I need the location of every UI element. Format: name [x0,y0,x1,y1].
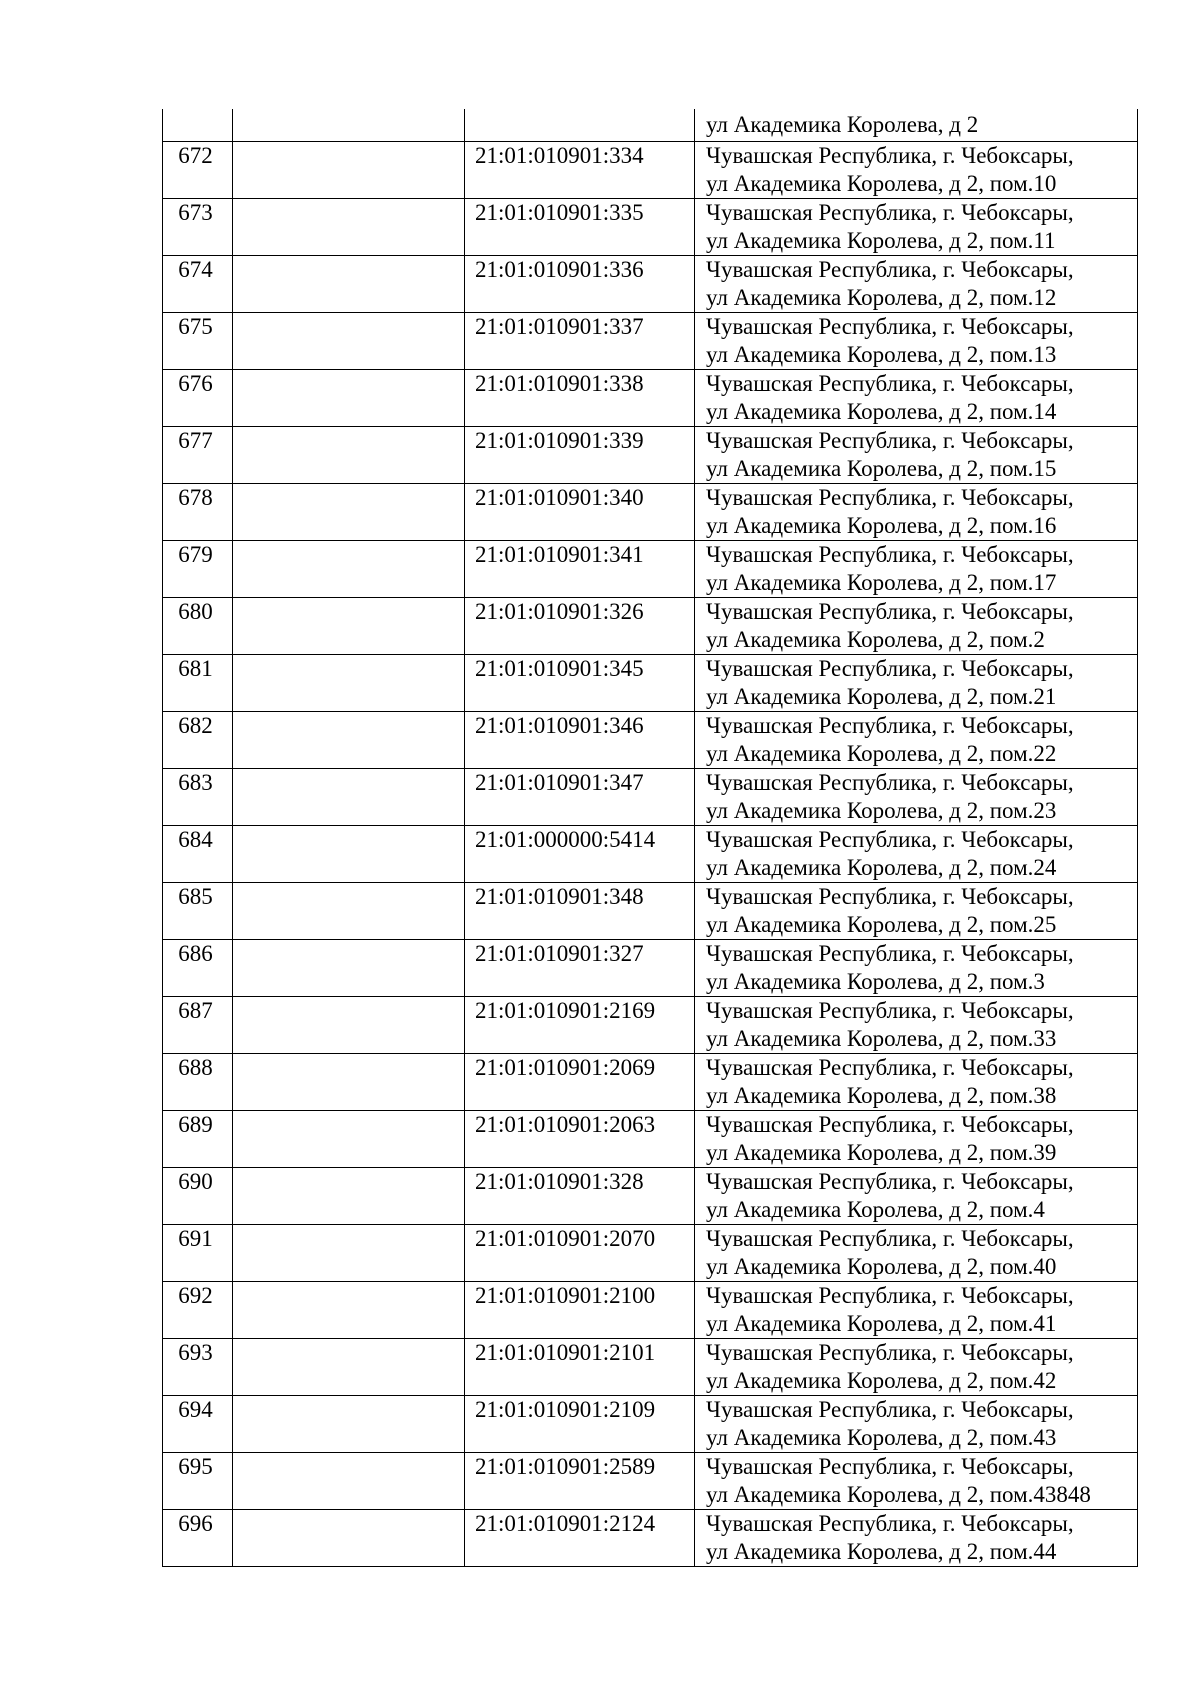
table-row [163,1167,1138,1224]
cadastral-number-cell: 21:01:010901:336 [465,255,695,312]
table-row [163,825,1138,882]
cadastral-number-cell: 21:01:010901:341 [465,540,695,597]
blank-cell [233,255,465,312]
cadastral-number-cell: 21:01:000000:5414 [465,825,695,882]
cadastral-number-cell: 21:01:010901:327 [465,939,695,996]
address-cell [695,540,1138,597]
address-cell [695,198,1138,255]
address-cell [695,109,1138,141]
address-cell [695,1110,1138,1167]
table-row-continued [163,109,1138,141]
row-number-cell: 690 [163,1167,233,1224]
address-line: ул Академика Королева, д 2, пом.44 [706,1538,1057,1564]
address-cell [695,654,1138,711]
row-number-cell: 675 [163,312,233,369]
address-line: ул Академика Королева, д 2, пом.16 [706,512,1057,538]
address-line: Чувашская Республика, г. Чебоксары, [706,313,1074,339]
row-number-cell: 674 [163,255,233,312]
address-line: ул Академика Королева, д 2, пом.3 [706,968,1045,994]
table-row [163,1053,1138,1110]
address-line: Чувашская Республика, г. Чебоксары, [706,1396,1074,1422]
row-number-cell: 692 [163,1281,233,1338]
address-line: Чувашская Республика, г. Чебоксары, [706,427,1074,453]
property-table-body [163,109,1138,1566]
address-line: Чувашская Республика, г. Чебоксары, [706,826,1074,852]
blank-cell [233,1053,465,1110]
cadastral-number-cell: 21:01:010901:2100 [465,1281,695,1338]
address-line: Чувашская Республика, г. Чебоксары, [706,541,1074,567]
address-line: ул Академика Королева, д 2, пом.24 [706,854,1057,880]
address-line: Чувашская Республика, г. Чебоксары, [706,769,1074,795]
row-number-cell: 687 [163,996,233,1053]
cadastral-number-cell: 21:01:010901:334 [465,141,695,198]
address-cell [695,882,1138,939]
row-number-cell: 682 [163,711,233,768]
table-row [163,1224,1138,1281]
blank-cell [233,1167,465,1224]
address-line: ул Академика Королева, д 2, пом.13 [706,341,1057,367]
blank-cell [233,369,465,426]
address-cell [695,426,1138,483]
cadastral-number-cell: 21:01:010901:2063 [465,1110,695,1167]
address-line: ул Академика Королева, д 2, пом.43848 [706,1481,1091,1507]
address-cell [695,1395,1138,1452]
address-line: ул Академика Королева, д 2 [706,112,979,137]
blank-cell [233,198,465,255]
table-row [163,1281,1138,1338]
cadastral-number-cell: 21:01:010901:328 [465,1167,695,1224]
cadastral-number-cell: 21:01:010901:346 [465,711,695,768]
blank-cell [233,1224,465,1281]
blank-cell [233,141,465,198]
address-line: ул Академика Королева, д 2, пом.25 [706,911,1057,937]
row-number-cell: 680 [163,597,233,654]
table-row [163,1509,1138,1566]
address-line: Чувашская Республика, г. Чебоксары, [706,1453,1074,1479]
table-row [163,768,1138,825]
address-line: Чувашская Республика, г. Чебоксары, [706,1054,1074,1080]
address-line: ул Академика Королева, д 2, пом.40 [706,1253,1057,1279]
row-number-cell: 693 [163,1338,233,1395]
cadastral-number-cell [465,109,695,141]
table-row [163,369,1138,426]
address-cell [695,1053,1138,1110]
cadastral-number-cell: 21:01:010901:326 [465,597,695,654]
address-line: ул Академика Королева, д 2, пом.11 [706,227,1056,253]
row-number-cell: 673 [163,198,233,255]
cadastral-number-cell: 21:01:010901:347 [465,768,695,825]
blank-cell [233,597,465,654]
address-line: ул Академика Королева, д 2, пом.23 [706,797,1057,823]
table-row [163,1395,1138,1452]
address-line: Чувашская Республика, г. Чебоксары, [706,1510,1074,1536]
table-row [163,312,1138,369]
blank-cell [233,654,465,711]
address-cell [695,1224,1138,1281]
address-line: ул Академика Королева, д 2, пом.4 [706,1196,1045,1222]
table-row [163,1452,1138,1509]
address-cell [695,255,1138,312]
table-row [163,882,1138,939]
address-line: Чувашская Республика, г. Чебоксары, [706,199,1074,225]
row-number-cell: 695 [163,1452,233,1509]
row-number-cell: 672 [163,141,233,198]
cadastral-number-cell: 21:01:010901:338 [465,369,695,426]
blank-cell [233,483,465,540]
address-line: Чувашская Республика, г. Чебоксары, [706,1339,1074,1365]
cadastral-number-cell: 21:01:010901:348 [465,882,695,939]
address-line: Чувашская Республика, г. Чебоксары, [706,1111,1074,1137]
cadastral-number-cell: 21:01:010901:2069 [465,1053,695,1110]
table-row [163,255,1138,312]
address-cell [695,825,1138,882]
cadastral-number-cell: 21:01:010901:337 [465,312,695,369]
blank-cell [233,426,465,483]
address-cell [695,1167,1138,1224]
address-line: ул Академика Королева, д 2, пом.15 [706,455,1057,481]
address-line: Чувашская Республика, г. Чебоксары, [706,370,1074,396]
address-line: Чувашская Республика, г. Чебоксары, [706,1282,1074,1308]
address-cell [695,369,1138,426]
address-cell [695,939,1138,996]
blank-cell [233,1395,465,1452]
blank-cell [233,882,465,939]
blank-cell [233,825,465,882]
row-number-cell: 684 [163,825,233,882]
row-number-cell: 683 [163,768,233,825]
cadastral-number-cell: 21:01:010901:339 [465,426,695,483]
address-line: Чувашская Республика, г. Чебоксары, [706,940,1074,966]
blank-cell [233,1338,465,1395]
address-line: ул Академика Королева, д 2, пом.43 [706,1424,1057,1450]
row-number-cell: 685 [163,882,233,939]
row-number-cell: 688 [163,1053,233,1110]
row-number-cell: 686 [163,939,233,996]
address-line: ул Академика Королева, д 2, пом.2 [706,626,1045,652]
blank-cell [233,312,465,369]
cadastral-number-cell: 21:01:010901:2109 [465,1395,695,1452]
table-row [163,996,1138,1053]
row-number-cell: 689 [163,1110,233,1167]
address-cell [695,1452,1138,1509]
address-line: Чувашская Республика, г. Чебоксары, [706,655,1074,681]
address-cell [695,1509,1138,1566]
address-cell [695,711,1138,768]
blank-cell [233,1509,465,1566]
address-line: Чувашская Республика, г. Чебоксары, [706,256,1074,282]
table-row [163,198,1138,255]
row-number-cell: 678 [163,483,233,540]
table-row [163,1338,1138,1395]
address-cell [695,996,1138,1053]
cadastral-number-cell: 21:01:010901:2124 [465,1509,695,1566]
table-row [163,483,1138,540]
blank-cell [233,540,465,597]
table-row [163,141,1138,198]
table-row [163,426,1138,483]
table-row [163,540,1138,597]
address-line: ул Академика Королева, д 2, пом.21 [706,683,1057,709]
cadastral-number-cell: 21:01:010901:2169 [465,996,695,1053]
address-line: ул Академика Королева, д 2, пом.33 [706,1025,1057,1051]
row-number-cell: 681 [163,654,233,711]
cadastral-number-cell: 21:01:010901:2101 [465,1338,695,1395]
address-line: Чувашская Республика, г. Чебоксары, [706,1168,1074,1194]
blank-cell [233,996,465,1053]
address-line: Чувашская Республика, г. Чебоксары, [706,598,1074,624]
address-line: ул Академика Королева, д 2, пом.41 [706,1310,1057,1336]
blank-cell [233,768,465,825]
table-row [163,939,1138,996]
address-line: Чувашская Республика, г. Чебоксары, [706,1225,1074,1251]
blank-cell [233,939,465,996]
address-line: Чувашская Республика, г. Чебоксары, [706,712,1074,738]
row-number-cell: 679 [163,540,233,597]
blank-cell [233,711,465,768]
address-line: Чувашская Республика, г. Чебоксары, [706,997,1074,1023]
row-number-cell: 696 [163,1509,233,1566]
address-line: ул Академика Королева, д 2, пом.42 [706,1367,1057,1393]
property-table [162,109,1138,1567]
blank-cell [233,1452,465,1509]
blank-cell [233,1281,465,1338]
address-cell [695,141,1138,198]
table-row [163,597,1138,654]
address-cell [695,483,1138,540]
table-row [163,1110,1138,1167]
address-line: ул Академика Королева, д 2, пом.10 [706,170,1057,196]
address-cell [695,597,1138,654]
cadastral-number-cell: 21:01:010901:340 [465,483,695,540]
row-number-cell: 676 [163,369,233,426]
cadastral-number-cell: 21:01:010901:345 [465,654,695,711]
address-line: ул Академика Королева, д 2, пом.38 [706,1082,1057,1108]
address-line: ул Академика Королева, д 2, пом.14 [706,398,1057,424]
address-cell [695,768,1138,825]
row-number-cell: 691 [163,1224,233,1281]
address-line: ул Академика Королева, д 2, пом.39 [706,1139,1057,1165]
cadastral-number-cell: 21:01:010901:2589 [465,1452,695,1509]
address-line: ул Академика Королева, д 2, пом.17 [706,569,1057,595]
table-row [163,711,1138,768]
address-cell [695,312,1138,369]
address-cell [695,1338,1138,1395]
blank-cell [233,109,465,141]
cadastral-number-cell: 21:01:010901:335 [465,198,695,255]
row-number-cell [163,109,233,141]
address-line: Чувашская Республика, г. Чебоксары, [706,484,1074,510]
address-line: Чувашская Республика, г. Чебоксары, [706,142,1074,168]
address-line: Чувашская Республика, г. Чебоксары, [706,883,1074,909]
address-cell [695,1281,1138,1338]
address-line: ул Академика Королева, д 2, пом.22 [706,740,1057,766]
row-number-cell: 677 [163,426,233,483]
address-line: ул Академика Королева, д 2, пом.12 [706,284,1057,310]
row-number-cell: 694 [163,1395,233,1452]
table-row [163,654,1138,711]
blank-cell [233,1110,465,1167]
cadastral-number-cell: 21:01:010901:2070 [465,1224,695,1281]
